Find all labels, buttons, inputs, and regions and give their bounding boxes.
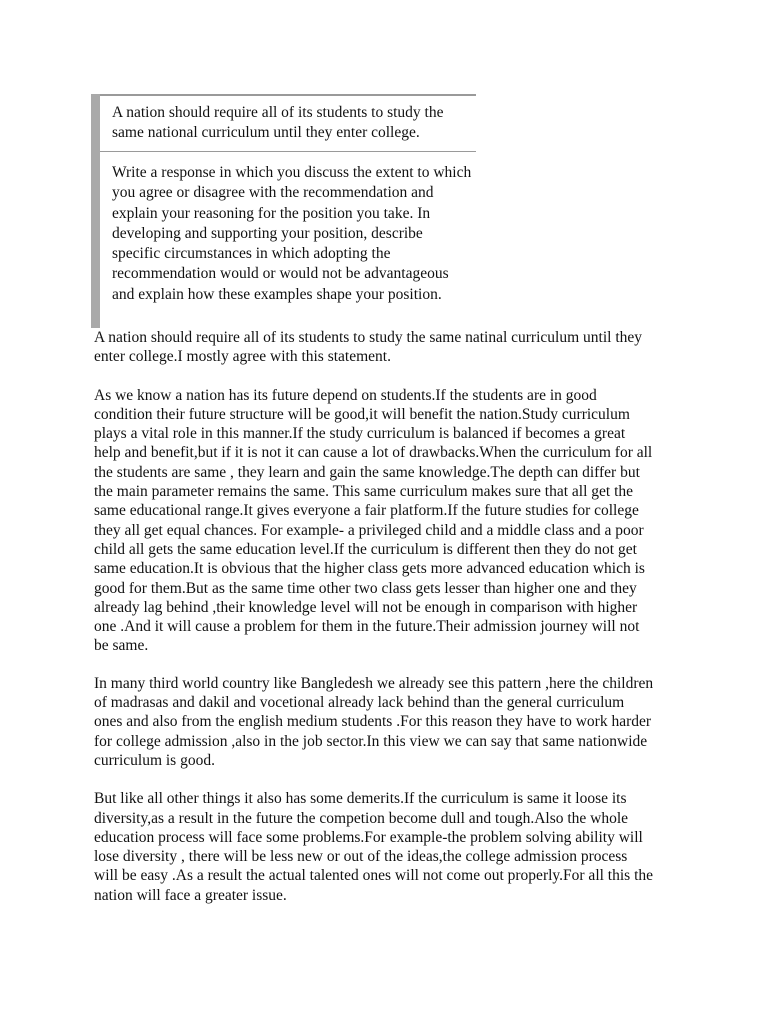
essay-paragraph-counterpoint: But like all other things it also has some demerits.If the curriculum is same it loose its diversity,as a result in the future the competion become dull and tough.Also the whole education process will face some problems.For example-the problem solving ability will lose diversity , there will be less new or out of the ideas,the college admission process will be easy .As a result the actual talented ones will not come out properly.For all this the nation will face a greater issue. [94, 790, 654, 904]
prompt-instructions: Write a response in which you discuss the extent to which you agree or disagree with the recommendation and explain your reasoning for the position you take. In developing and supporting your position, describe specific circumstances in which adopting the recommendation would or would not be advantageous and explain how these examples shape your position. [112, 164, 472, 303]
prompt-box [91, 94, 476, 328]
essay-paragraph-example: In many third world country like Bangledesh we already see this pattern ,here the children of madrasas and dakil and vocetional already lack behind than the general curriculum ones and also from the english medium students .For this reason they have to work harder for college admission ,also in the job sector.In this view we can say that same nationwide curriculum is good. [94, 674, 654, 769]
essay-body [94, 328, 654, 925]
prompt-statement: A nation should require all of its students to study the same national curriculum until they enter college. [112, 104, 444, 141]
essay-paragraph-intro: A nation should require all of its students to study the same natinal curriculum until they enter college.I mostly agree with this statement. [94, 329, 643, 366]
prompt-divider [100, 151, 476, 152]
essay-paragraph-argument: As we know a nation has its future depend on students.If the students are in good condition their future structure will be good,it will benefit the nation.Study curriculum plays a vital role in this manner.If the study curriculum is balanced if becomes a great help and benefit,but if it is not it can cause a lot of drawbacks.When the curriculum for all the students are same , they learn and gain the same knowledge.The depth can differ but the main parameter remains the same. This same curriculum makes sure that all get the same educational range.It gives everyone a fair platform.If the future studies for college they all get equal chances. For example- a privileged child and a middle class and a poor child all gets the same education level.If the curriculum is different then they do not get same education.It is obvious that the higher class gets more advanced education which is good for them.But as the same time other two class gets lesser than higher one and they already lag behind ,their knowledge level will not be enough in comparison with higher one .And it will cause a problem for them in the future.Their admission journey will not be same. [94, 386, 653, 655]
prompt-top-rule [100, 94, 476, 96]
